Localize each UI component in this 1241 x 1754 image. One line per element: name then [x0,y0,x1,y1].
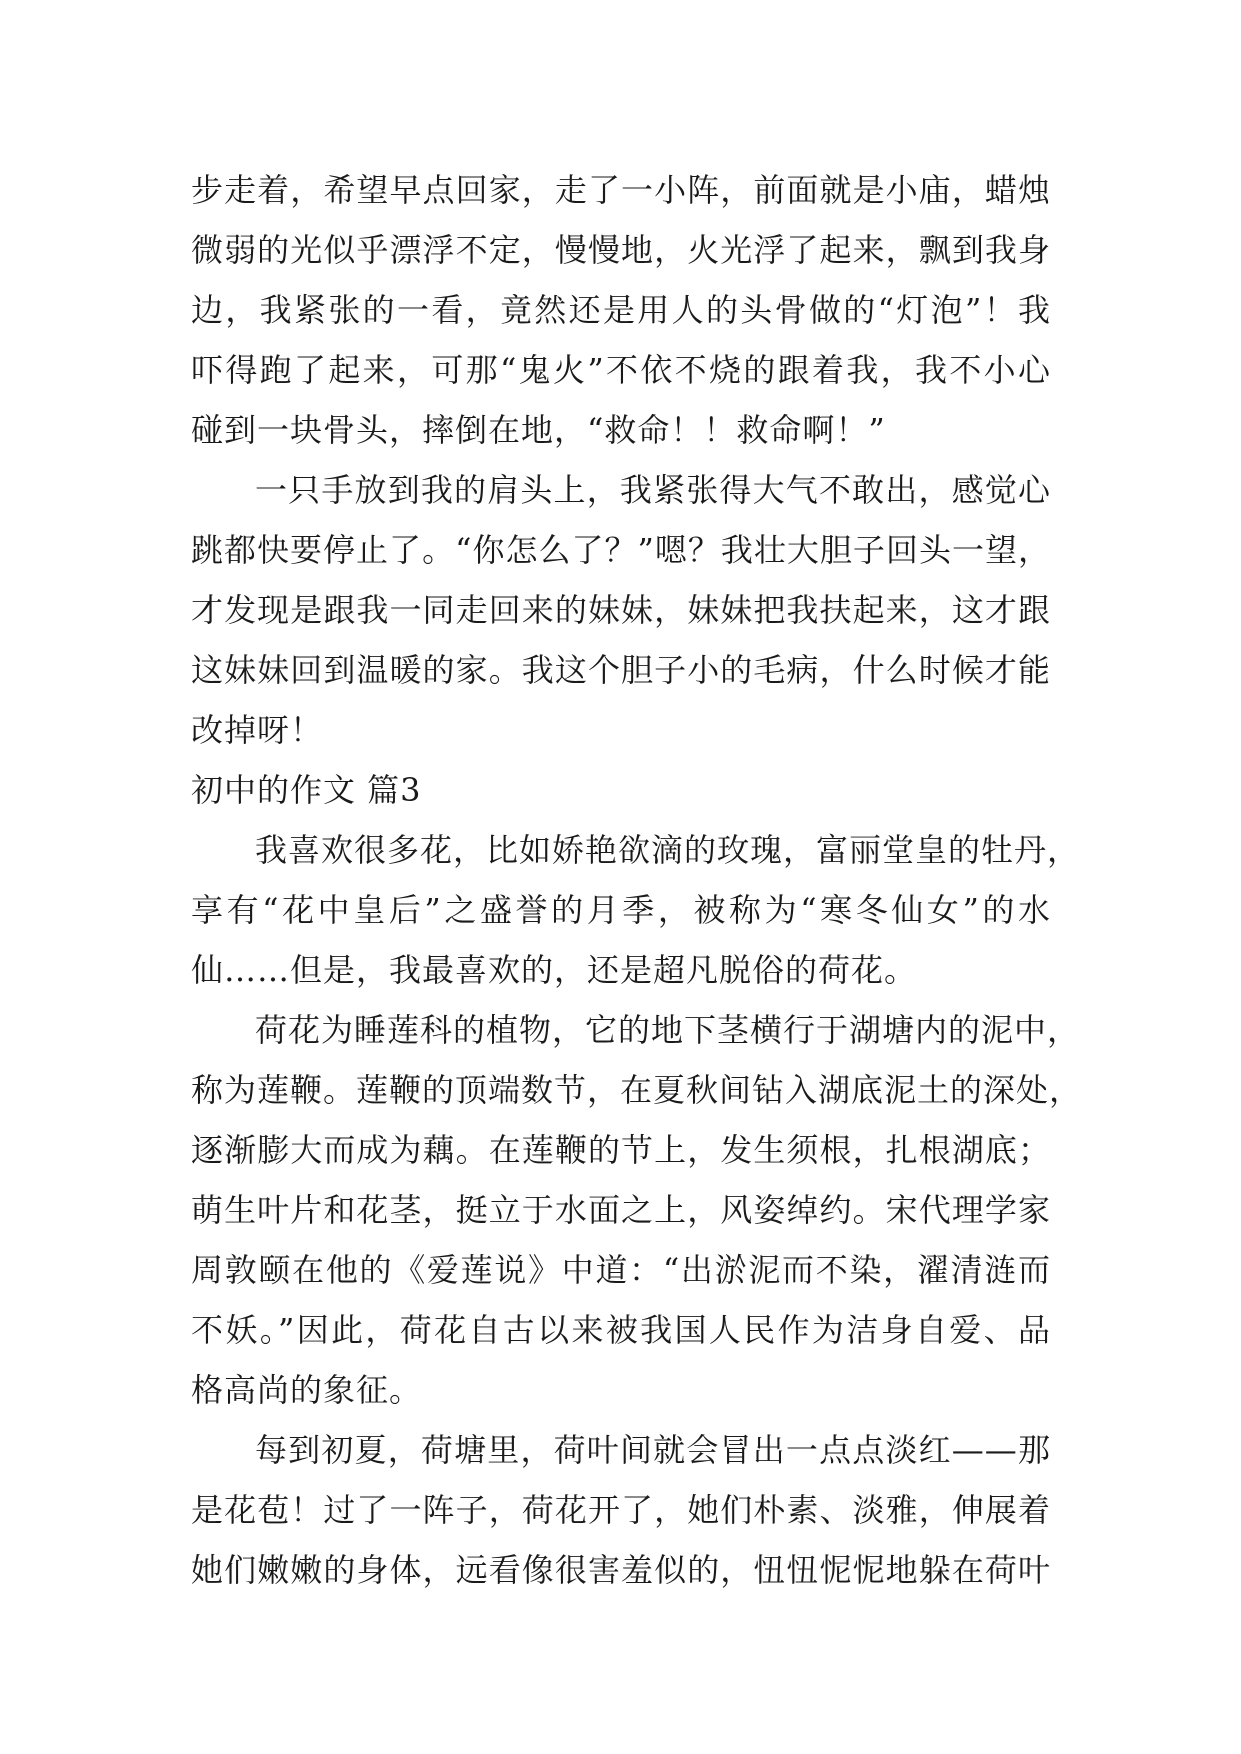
text-line: 萌生叶片和花茎，挺立于水面之上，风姿绰约。宋代理学家 [191,1191,1051,1229]
text-line: 吓得跑了起来，可那“鬼火”不依不烧的跟着我，我不小心 [191,351,1051,389]
text-line: 荷花为睡莲科的植物，它的地下茎横行于湖塘内的泥中， [255,1011,1081,1049]
text-line: 每到初夏，荷塘里，荷叶间就会冒出一点点淡红——那 [255,1431,1051,1469]
text-line: 仙……但是，我最喜欢的，还是超凡脱俗的荷花。 [191,951,918,989]
text-line: 这妹妹回到温暖的家。我这个胆子小的毛病，什么时候才能 [191,651,1051,689]
text-line: 是花苞！过了一阵子，荷花开了，她们朴素、淡雅，伸展着 [191,1491,1051,1529]
text-line: 改掉呀！ [191,711,324,749]
text-line: 跳都快要停止了。“你怎么了？”嗯？我壮大胆子回头一望， [191,531,1051,569]
text-line: 不妖。”因此，荷花自古以来被我国人民作为洁身自爱、品 [191,1311,1051,1349]
text-line: 她们嫩嫩的身体，远看像很害羞似的，忸忸怩怩地躲在荷叶 [191,1551,1051,1589]
text-line: 周敦颐在他的《爱莲说》中道：“出淤泥而不染，濯清涟而 [191,1251,1051,1289]
text-line: 碰到一块骨头，摔倒在地，“救命！！救命啊！” [191,411,886,449]
document-page [191,160,1083,1600]
text-line: 一只手放到我的肩头上，我紧张得大气不敢出，感觉心 [255,471,1051,509]
text-line: 边，我紧张的一看，竟然还是用人的头骨做的“灯泡”！我 [191,291,1051,329]
text-line: 称为莲鞭。莲鞭的顶端数节，在夏秋间钻入湖底泥土的深处， [191,1071,1083,1109]
text-line: 微弱的光似乎漂浮不定，慢慢地，火光浮了起来，飘到我身 [191,231,1051,269]
text-line: 逐渐膨大而成为藕。在莲鞭的节上，发生须根，扎根湖底； [191,1131,1051,1169]
text-line: 才发现是跟我一同走回来的妹妹，妹妹把我扶起来，这才跟 [191,591,1051,629]
text-line: 步走着，希望早点回家，走了一小阵，前面就是小庙，蜡烛 [191,171,1051,209]
text-line: 我喜欢很多花，比如娇艳欲滴的玫瑰，富丽堂皇的牡丹， [255,831,1081,869]
section-heading: 初中的作文 篇3 [191,771,422,809]
text-line: 格高尚的象征。 [191,1371,423,1409]
text-line: 享有“花中皇后”之盛誉的月季，被称为“寒冬仙女”的水 [191,891,1051,929]
